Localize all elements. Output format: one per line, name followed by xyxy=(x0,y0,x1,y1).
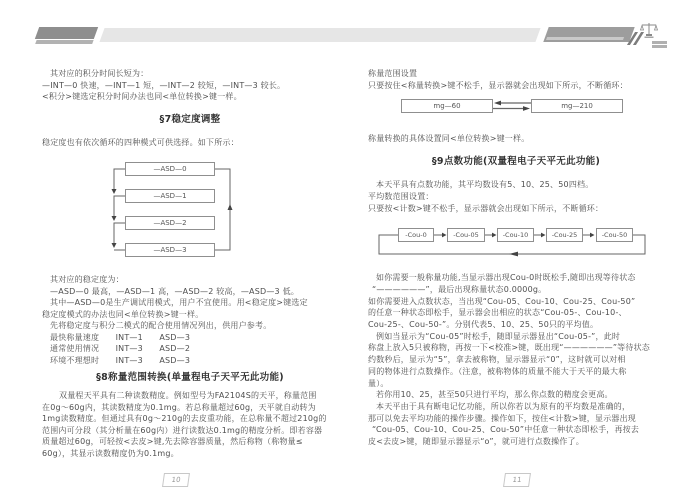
text-line: 通常使用情况 INT—3 ASD—2 xyxy=(50,344,191,353)
count-mode-box: -Cou-25 xyxy=(546,228,583,242)
header-bar-right-dark xyxy=(543,27,634,42)
section-8-heading: §8称量范围转换(单量程电子天平无此功能) xyxy=(96,372,284,383)
text-line: 称量范围设置 xyxy=(368,69,418,78)
text-line: Cou-25-、Cou-50-”。分别代表5、10、25、50只的平均值。 xyxy=(368,320,599,330)
text-line: —ASD—0 最高，—ASD—1 高，—ASD—2 较高，—ASD—3 低。 xyxy=(50,286,299,296)
section-9-heading: §9点数功能(双量程电子天平无此功能) xyxy=(431,156,601,168)
text-line: —INT—0 快速，—INT—1 短，—INT—2 较短，—INT—3 较长。 xyxy=(42,80,286,90)
header-bar-light xyxy=(99,28,540,42)
text-line: 只要按<计数>键不松手，显示器就会出现如下所示，不断循环： xyxy=(368,203,604,213)
left-page xyxy=(42,68,338,459)
range-box: mg—210 xyxy=(531,99,623,113)
balance-logo-icon xyxy=(640,21,658,41)
asd-mode-box: —ASD—0 xyxy=(125,162,215,176)
text-line: 约数秒后，显示为“5”，拿去被称物，显示器显示“0”，这时就可以对相 xyxy=(368,355,626,365)
right-page xyxy=(368,68,664,448)
text-line: 皮<去皮>键，随即显示器显示“o”，就可进行点数操作了。 xyxy=(368,437,584,447)
text-line: <积分>键选定积分时间办法也同<单位转换>键一样。 xyxy=(42,92,242,101)
text-line: 其中—ASD—0是生产调试用模式，用户不宜使用。用<稳定度>键选定 xyxy=(50,298,308,307)
text-line: 范围内可分段（其分析量在60g内）进行读数达0.1mg的精度分析。即若容器 xyxy=(42,425,323,435)
text-line: 如你需要一般称量功能,当显示器出现Cou-0时既松手,随即出现等待状态 xyxy=(376,273,636,283)
header-bar-right-stripe xyxy=(546,37,624,40)
asd-mode-box: —ASD—1 xyxy=(125,189,215,203)
text-line: 称盘上放入5只被称物，再按一下<校准>键，既出现“——————”等待状态 xyxy=(368,343,650,353)
text-line: 本天平由于具有断电记忆功能，所以你若以为原有的平均数是准确的， xyxy=(376,401,631,411)
text-line: 稳定度也有依次循环的四种模式可供选择。如下所示： xyxy=(42,137,239,147)
text-line: 本天平具有点数功能，其平均数设有5、10、25、50四档。 xyxy=(376,180,594,190)
page-number-left: 10 xyxy=(162,473,190,487)
count-mode-box: -Cou-50 xyxy=(596,228,633,242)
text-line: 其对应的稳定度为： xyxy=(50,275,124,284)
count-mode-box: -Cou-05 xyxy=(447,228,485,242)
counting-cycle-diagram xyxy=(368,226,664,260)
text-line: 平均数范围设置： xyxy=(368,191,434,201)
text-line: 那可以免去平均功能的操作步骤。操作如下，按住<计数>键，显示器出现 xyxy=(368,413,637,423)
text-line: 量）。 xyxy=(368,378,389,388)
asd-cycle-diagram xyxy=(42,160,338,260)
count-mode-box: -Cou-0 xyxy=(398,228,434,242)
count-mode-box: -Cou-10 xyxy=(497,228,534,242)
text-line: 环境不理想时 INT—3 ASD—3 xyxy=(50,355,191,365)
text-line: 60g），其显示读数精度仍为0.1mg。 xyxy=(42,448,179,458)
text-line: 同的物体进行点数操作。（注意，被称物体的质量不能大于天平的最大称 xyxy=(368,366,627,376)
asd-mode-box: —ASD—2 xyxy=(125,216,215,230)
text-line: “——————”，最后出现称量状态0.0000g。 xyxy=(372,284,547,294)
text-line: 质量超过60g，可轻按<去皮>键,先去除容器质量，然后称物（称物量≤ xyxy=(42,437,303,446)
text-line: 最快称量速度 INT—1 ASD—3 xyxy=(50,332,191,342)
section-7-heading: §7稳定度调整 xyxy=(159,113,221,125)
text-line: 的任意一种状态即松手，显示器会出相应的状态“Cou-05-、Cou-10-、 xyxy=(368,308,627,318)
text-line: “Cou-05、Cou-10、Cou-25、Cou-50”中任意一种状态即松手，再按去 xyxy=(372,425,640,435)
page-number-right: 11 xyxy=(503,473,531,487)
logo-text-line xyxy=(652,45,667,48)
text-line: 例如当显示为“Cou-05”时松手，随即显示器显出“Cou-05-”，此时 xyxy=(376,331,621,341)
text-line: 如你需要进入点数状态，当出现“Cou-05、Cou-10、Cou-25、Cou-50” xyxy=(368,296,636,306)
text-line: 其对应的积分时间长短为： xyxy=(50,69,149,78)
asd-mode-box: —ASD—3 xyxy=(125,243,215,257)
text-line: 若你用10、25，甚至50只进行平均，那么你点数的精度会更高。 xyxy=(376,390,613,400)
text-line: 先将稳定度与积分二模式的配合使用情况列出，供用户参考。 xyxy=(50,321,272,330)
range-box: mg—60 xyxy=(401,99,493,113)
header-bar-left-stripe xyxy=(35,40,93,44)
weighing-range-diagram xyxy=(368,97,664,127)
text-line: 双量程天平具有二种读数精度。例如型号为FA2104S的天平，称量范围 xyxy=(59,391,317,400)
logo-text-line xyxy=(652,41,667,44)
text-line: 1mg读数精度。但通过具有0g～210g的去皮重功能，在总称量不超过210g的 xyxy=(42,414,327,423)
text-line: 称量转换的具体设置同<单位转换>键一样。 xyxy=(368,134,530,144)
text-line: 稳定度模式的办法也同<单位转换>键一样。 xyxy=(42,309,204,319)
header-bar-left-dark xyxy=(35,27,98,39)
text-line: 在0g～60g内，其读数精度为0.1mg。若总称量超过60g，天平就自动转为 xyxy=(42,402,316,412)
text-line: 只要按住<称量转换>键不松手，显示器就会出现如下所示，不断循环： xyxy=(368,80,628,90)
